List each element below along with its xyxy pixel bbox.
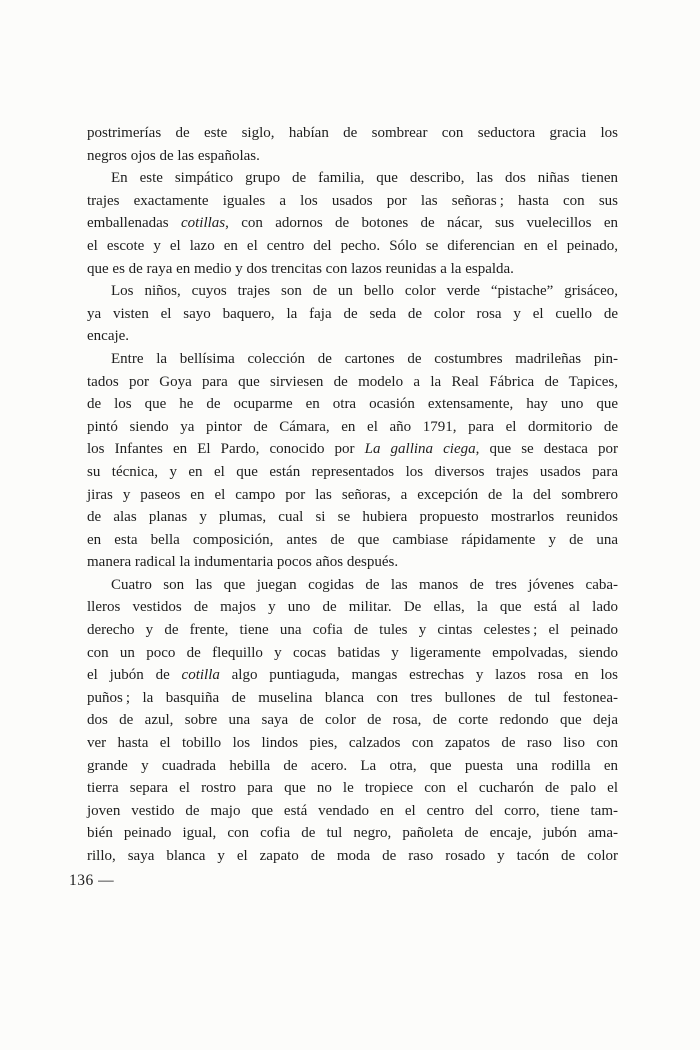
text-span: Los niños, cuyos trajes son de un bello color verde “pistache” grisáceo, (111, 283, 618, 300)
text-line (87, 596, 618, 619)
text-line (87, 393, 618, 416)
text-span: bién peinado igual, con cofia de tul negro, pañoleta de encaje, jubón ama- (87, 825, 618, 842)
text-span: el jubón de (87, 667, 182, 684)
text-span: trajes exactamente iguales a los usados por las señoras ; hasta con sus (87, 192, 618, 209)
text-span: ver hasta el tobillo los lindos pies, calzados con zapatos de raso liso con (87, 735, 618, 752)
text-line (87, 122, 618, 145)
text-span: Entre la bellísima colección de cartones de costumbres madrileñas pin- (111, 350, 618, 367)
text-span: rillo, saya blanca y el zapato de moda de raso rosado y tacón de color (87, 848, 618, 864)
text-line (87, 619, 618, 642)
text-line (87, 190, 618, 213)
text-line (87, 642, 618, 665)
text-line (87, 845, 618, 868)
text-line (87, 145, 618, 168)
text-line (87, 258, 618, 281)
text-line (87, 732, 618, 755)
text-line (87, 348, 618, 371)
text-span: con un poco de flequillo y cocas batidas y ligeramente empolvadas, siendo (87, 644, 618, 661)
text-line (87, 461, 618, 484)
text-span: emballenadas (87, 215, 181, 232)
text-line (87, 303, 618, 326)
text-line (87, 212, 618, 235)
text-span: En este simpático grupo de familia, que describo, las dos niñas tienen (111, 170, 618, 187)
text-line (87, 416, 618, 439)
text-span: negros ojos de las españolas. (87, 147, 260, 164)
text-span: tierra separa el rostro para que no le tropiece con el cucharón de palo el (87, 780, 618, 797)
text-span: joven vestido de majo que está vendado en el centro del corro, tiene tam- (87, 802, 618, 819)
text-span: en esta bella composición, antes de que cambiase rápidamente y de una (87, 531, 618, 548)
text-span: dos de azul, sobre una saya de color de rosa, de corte redondo que deja (87, 712, 618, 729)
text-line (87, 371, 618, 394)
text-line (87, 235, 618, 258)
text-span: ya visten el sayo baquero, la faja de seda de color rosa y el cuello de (87, 305, 618, 322)
text-line (87, 438, 618, 461)
text-span: pintó siendo ya pintor de Cámara, en el año 1791, para el dormitorio de (87, 418, 618, 435)
text-span: encaje. (87, 328, 130, 345)
text-line (87, 777, 618, 800)
text-line (87, 709, 618, 732)
text-span: postrimerías de este siglo, habían de sombrear con seductora gracia los (87, 125, 618, 141)
text-span: de los que he de ocuparme en otra ocasión extensamente, hay uno que (87, 396, 618, 413)
italic-text: cotillas (180, 215, 226, 232)
text-span: jiras y paseos en el campo por las señoras, a excepción de la del sombrero (87, 486, 618, 503)
text-span: puños ; la basquiña de muselina blanca con tres bullones de tul festonea- (87, 689, 618, 706)
text-span: grande y cuadrada hebilla de acero. La otra, que puesta una rodilla en (87, 757, 618, 774)
text-line (87, 687, 618, 710)
text-line (87, 167, 618, 190)
text-span: algo puntiaguda, mangas estrechas y lazos rosa en los (219, 667, 618, 684)
text-line (87, 484, 618, 507)
italic-text: La gallina ciega (364, 441, 476, 458)
text-line (87, 529, 618, 552)
italic-text: cotilla (181, 667, 220, 684)
text-line (87, 325, 618, 348)
text-line (87, 506, 618, 529)
text-span: lleros vestidos de majos y uno de militar. De ellas, la que está al lado (87, 599, 618, 616)
page-text (87, 122, 618, 868)
text-span: de alas planas y plumas, cual si se hubiera propuesto mostrarlos reunidos (87, 509, 618, 526)
text-line (87, 664, 618, 687)
text-line (87, 800, 618, 823)
text-line (87, 574, 618, 597)
text-line (87, 755, 618, 778)
text-span: los Infantes en El Pardo, conocido por (87, 441, 365, 458)
text-span: , que se destaca por (475, 441, 618, 458)
text-span: tados por Goya para que sirviesen de modelo a la Real Fábrica de Tapices, (87, 373, 618, 390)
text-line (87, 822, 618, 845)
text-span: manera radical la indumentaria pocos años después. (87, 554, 399, 571)
text-span: el escote y el lazo en el centro del pecho. Sólo se diferencian en el peinado, (87, 237, 618, 254)
text-line (87, 280, 618, 303)
text-span: , con adornos de botones de nácar, sus vuelecillos en (225, 215, 618, 232)
text-line (87, 551, 618, 574)
text-span: Cuatro son las que juegan cogidas de las manos de tres jóvenes caba- (111, 576, 618, 593)
text-span: que es de raya en medio y dos trencitas con lazos reunidas a la espalda. (87, 260, 514, 277)
text-span: derecho y de frente, tiene una cofia de tules y cintas celestes ; el peinado (87, 622, 618, 639)
page-number: 136 — (69, 872, 115, 889)
text-span: su técnica, y en el que están representados los diversos trajes usados para (87, 463, 618, 480)
